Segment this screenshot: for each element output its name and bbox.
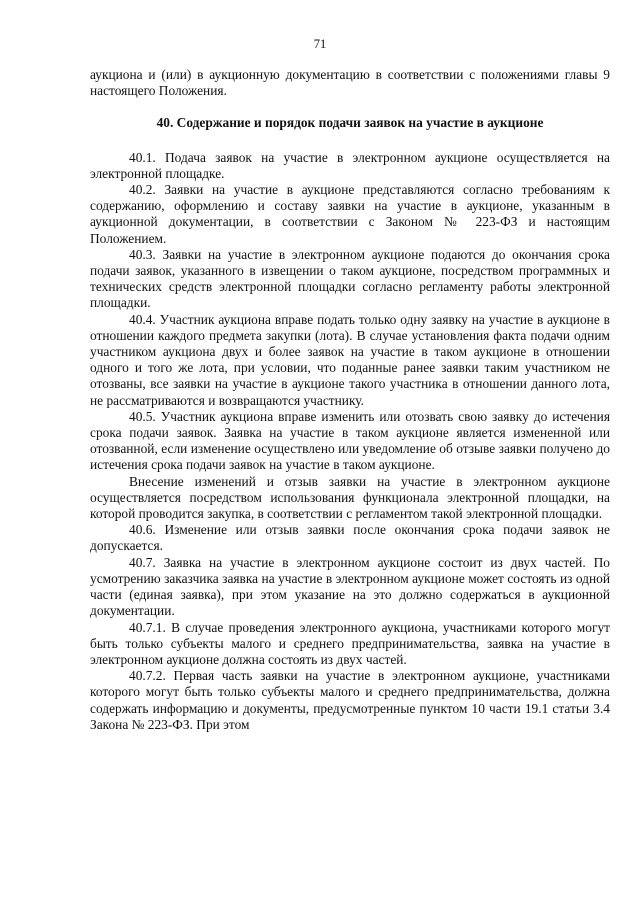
paragraph-40-1: 40.1. Подача заявок на участие в электронном аукционе осуществляется на электронной площадке. [90, 149, 610, 181]
paragraph-40-7-2: 40.7.2. Первая часть заявки на участие в электронном аукционе, участниками которого могут быть только субъекты малого и среднего предпринимательства, должна содержать информацию и документы, предусмотренные пунктом 10 части 19.1 статьи 3.4 Закона № 223-ФЗ. При этом [90, 668, 610, 732]
paragraph-40-7: 40.7. Заявка на участие в электронном аукционе состоит из двух частей. По усмотрению заказчика заявка на участие в электронном аукционе может состоять из одной части (единая заявка), при этом указание на это должно содержаться в аукционной документации. [90, 554, 610, 619]
paragraph-40-2: 40.2. Заявки на участие в аукционе представляются согласно требованиям к содержанию, оформлению и составу заявки на участие в аукционе, указанным в аукционной документации, в соответствии с Законом № 223-ФЗ и настоящим Положением. [90, 182, 610, 246]
paragraph-40-3: 40.3. Заявки на участие в электронном аукционе подаются до окончания срока подачи заявок, указанного в извещении о таком аукционе, посредством программных и технических средств электронной площадки согласно регламенту работы электронной площадки. [90, 246, 610, 311]
lead-paragraph: аукциона и (или) в аукционную документацию в соответствии с положениями главы 9 настоящего Положения. [90, 67, 610, 99]
section-heading: 40. Содержание и порядок подачи заявок на участие в аукционе [156, 115, 544, 131]
paragraph-40-6: 40.6. Изменение или отзыв заявки после окончания срока подачи заявок не допускается. [90, 522, 610, 554]
page-number: 71 [313, 37, 327, 51]
paragraph-40-5-continued: Внесение изменений и отзыв заявки на участие в электронном аукционе осуществляется посредством использования функционала электронной площадки, на которой проводится закупка, в соответствии с регламентом такой электронной площадки. [90, 473, 610, 522]
paragraph-40-7-1: 40.7.1. В случае проведения электронного аукциона, участниками которого могут быть только субъекты малого и среднего предпринимательства, заявка на участие в электронном аукционе должна состоять из двух частей. [90, 619, 610, 667]
paragraph-40-4: 40.4. Участник аукциона вправе подать только одну заявку на участие в аукционе в отношении каждого предмета закупки (лота). В случае установления факта подачи одним участником аукциона двух и более заявок на участие в таком аукционе в отношении одного и того же лота, при условии, что поданные ранее заявки таким участником не отозваны, все заявки на участие в аукционе такого участника в отношении данного лота, не рассматриваются и возвращаются участнику. [90, 311, 610, 408]
document-body [90, 67, 610, 733]
paragraph-40-5: 40.5. Участник аукциона вправе изменить или отозвать свою заявку до истечения срока подачи заявок. Заявка на участие в таком аукционе является измененной или отозванной, если изменение осуществлено или уведомление об отзыве заявки получено до истечения срока подачи заявок на участие в таком аукционе. [90, 408, 610, 473]
